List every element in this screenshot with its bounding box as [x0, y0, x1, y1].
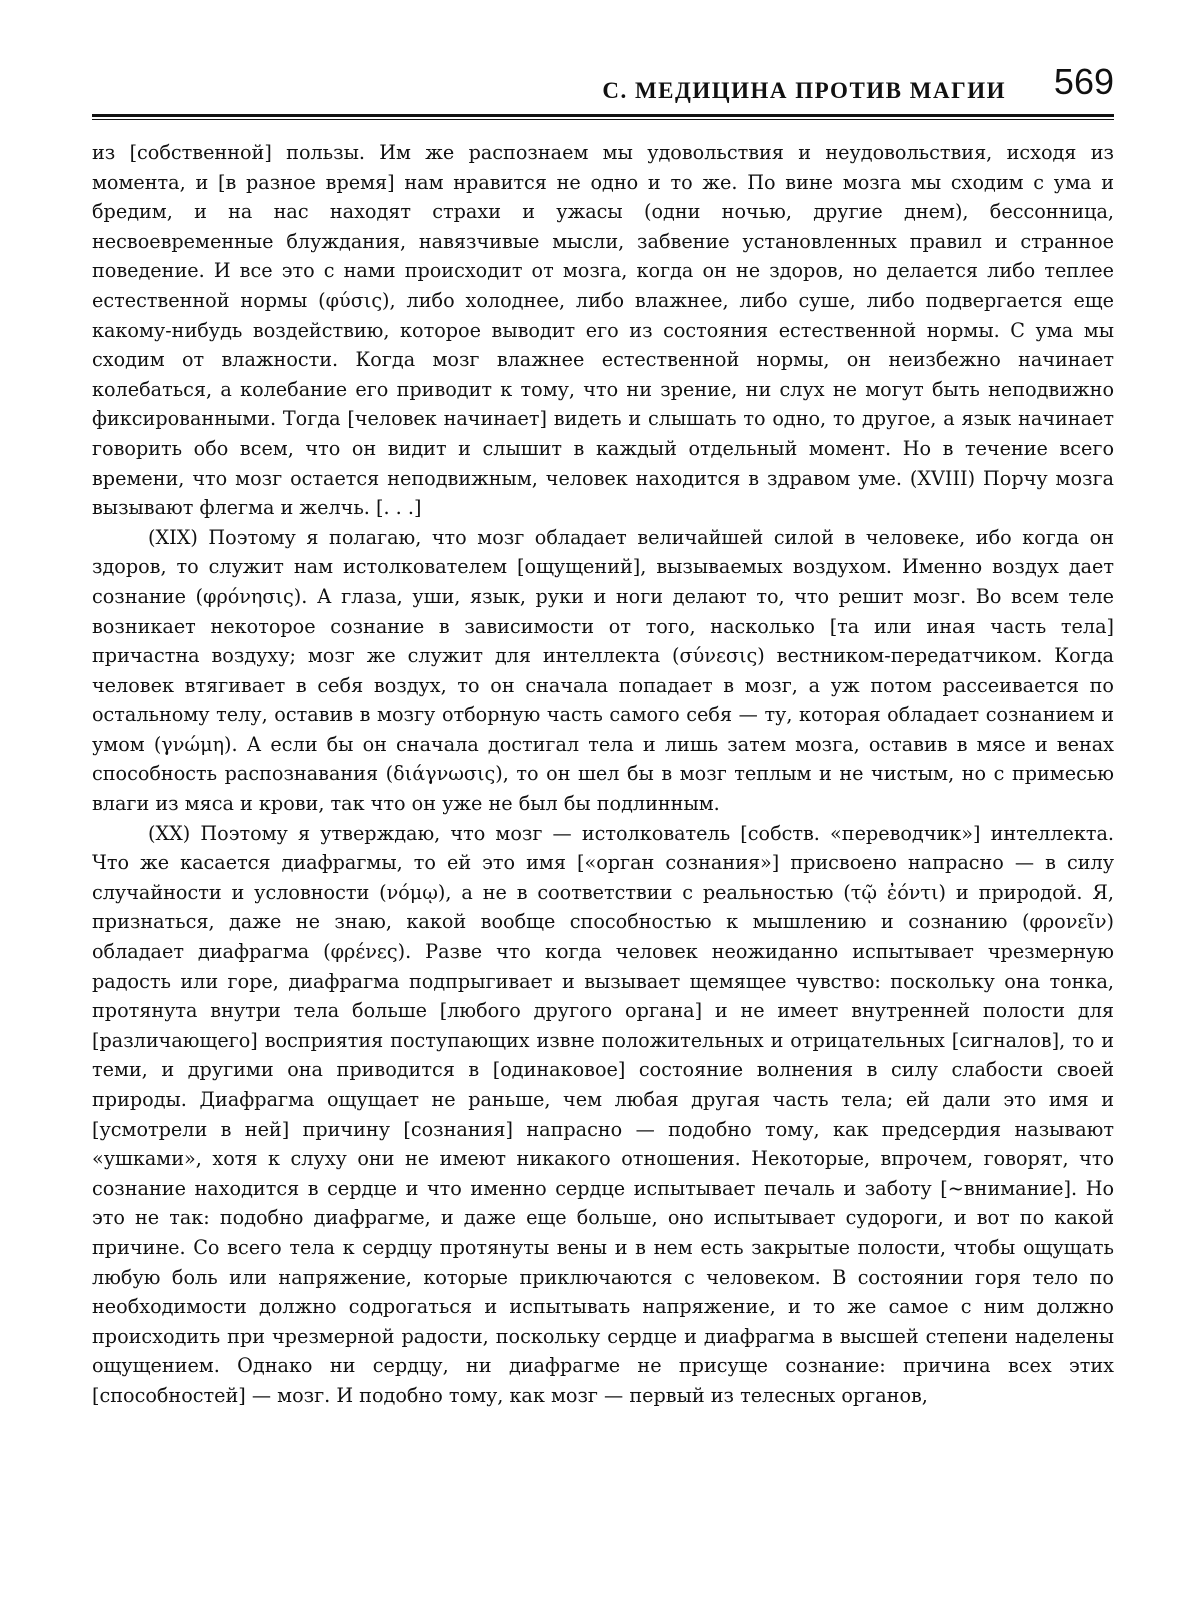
page-number: 569 — [1053, 61, 1114, 102]
paragraph-xix: (XIX) Поэтому я полагаю, что мозг обладает величайшей силой в человеке, ибо когда он здоров, то служит нам истолкователем [ощущений], вызываемых воздухом. Именно воздух дает сознание (φρόνησις). А глаза, уши, язык, руки и ноги делают то, что решит мозг. Во всем теле возникает некоторое сознание в зависимости от того, насколько [та или иная часть тела] причастна воздуху; мозг же служит для интеллекта (σύνεσις) вестником-передатчиком. Когда человек втягивает в себя воздух, то он сначала попадает в мозг, а уж потом рассеивается по остальному телу, оставив в мозгу отборную часть самого себя — ту, которая обладает сознанием и умом (γνώμη). А если бы он сначала достигал тела и лишь затем мозга, оставив в мясе и венах способность распознавания (διάγνωσις), то он шел бы в мозг теплым и не чистым, но с примесью влаги из мяса и крови, так что он уже не был бы подлинным. — [92, 525, 1114, 816]
paragraph-continued: из [собственной] пользы. Им же распознаем мы удовольствия и неудовольствия, исходя из момента, и [в разное время] нам нравится не одно и то же. По вине мозга мы сходим с ума и бредим, и на нас находят страхи и ужасы (одни ночью, другие днем), бессонница, несвоевременные блуждания, навязчивые мысли, забвение установленных правил и странное поведение. И все это с нами происходит от мозга, когда он не здоров, но делается либо теплее естественной нормы (φύσις), либо холоднее, либо влажнее, либо суше, либо подвергается еще какому-нибудь воздействию, которое выводит его из состояния естественной нормы. С ума мы сходим от влажности. Когда мозг влажнее естественной нормы, он неизбежно начинает колебаться, а колебание его приводит к тому, что ни зрение, ни слух не могут быть неподвижно фиксированными. Тогда [человек начинает] видеть и слышать то одно, то другое, а язык начинает говорить обо всем, что он видит и слышит в каждый отдельный момент. Но в течение всего времени, что мозг остается неподвижным, человек находится в здравом уме. (XVIII) Порчу мозга вызывают флегма и желчь. [. . .] — [92, 141, 1114, 520]
page-header — [92, 62, 1114, 112]
paragraph-xx: (XX) Поэтому я утверждаю, что мозг — истолкователь [собств. «переводчик»] интеллекта. Что же касается диафрагмы, то ей это имя [«орган сознания»] присвоено напрасно — в силу случайности и условности (νόμῳ), а не в соответствии с реальностью (τῷ ἐόντι) и природой. Я, признаться, даже не знаю, какой вообще способностью к мышлению и сознанию (φρονεῖν) обладает диафрагма (φρένες). Разве что когда человек неожиданно испытывает чрезмерную радость или горе, диафрагма подпрыгивает и вызывает щемящее чувство: поскольку она тонка, протянута внутри тела больше [любого другого органа] и не имеет внутренней полости для [различающего] восприятия поступающих извне положительных и отрицательных [сигналов], то и теми, и другими она приводится в [одинаковое] состояние волнения в силу слабости своей природы. Диафрагма ощущает не раньше, чем любая другая часть тела; ей дали это имя и [усмотрели в ней] причину [сознания] напрасно — подобно тому, как предсердия называют «ушками», хотя к слуху они не имеют никакого отношения. Некоторые, впрочем, говорят, что сознание находится в сердце и что именно сердце испытывает печаль и заботу [~внимание]. Но это не так: подобно диафрагме, и даже еще больше, оно испытывает судороги, и вот по какой причине. Со всего тела к сердцу протянуты вены и в нем есть закрытые полости, чтобы ощущать любую боль или напряжение, которые приключаются с человеком. В состоянии горя тело по необходимости должно содрогаться и испытывать напряжение, и то же самое с ним должно происходить при чрезмерной радости, поскольку сердце и диафрагма в высшей степени наделены ощущением. Однако ни сердцу, ни диафрагме не присуще сознание: причина всех этих [способностей] — мозг. И подобно тому, как мозг — первый из телесных органов, — [92, 821, 1114, 1407]
header-rule-thin — [92, 119, 1114, 120]
header-rule-thick — [92, 114, 1114, 117]
body-text — [92, 138, 1114, 1411]
running-head: С. МЕДИЦИНА ПРОТИВ МАГИИ — [602, 78, 1006, 103]
